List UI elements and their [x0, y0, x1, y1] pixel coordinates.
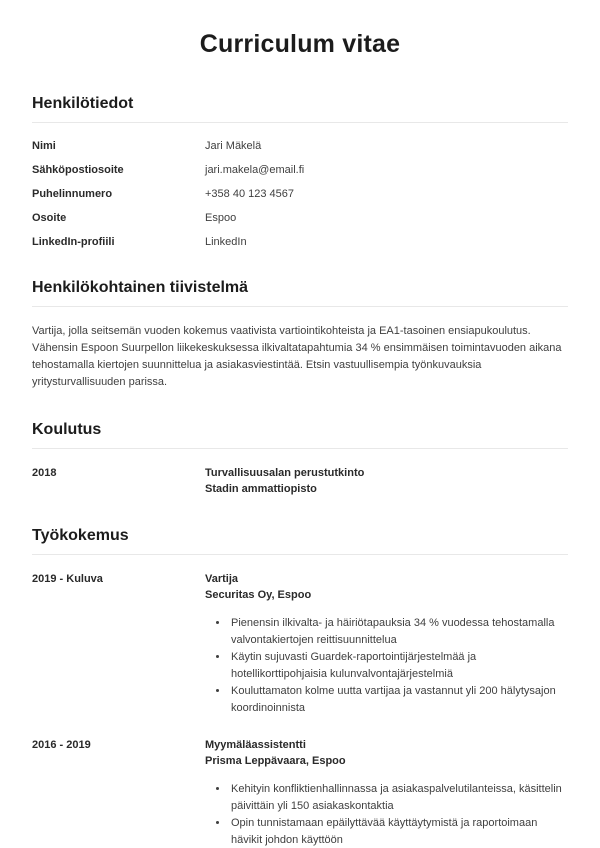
info-row-email	[32, 163, 568, 177]
education-entry	[32, 465, 568, 497]
section-personal-info	[32, 95, 568, 249]
info-label: Puhelinnumero	[32, 188, 113, 200]
summary-text: Vartija, jolla seitsemän vuoden kokemus vaativista vartiointikohteista ja EA1-tasoinen ensiapukoulutus. Vähensin Espoon Suurpellon liikekeskuksessa ilkivaltatapahtumia 34 % ensimmäisen toimintavuoden aikana tehostamalla kiertojen suunnittelua ja asiakasviestintää. Etsin vastuullisempia työnkuvauksia yritysturvallisuuden parissa.	[32, 325, 562, 388]
experience-entry-2	[32, 737, 568, 848]
job-company: Prisma Leppävaara, Espoo	[205, 755, 346, 767]
section-experience	[32, 527, 568, 848]
info-value: jari.makela@email.fi	[205, 164, 305, 176]
info-label: Osoite	[32, 212, 67, 224]
info-row-address	[32, 211, 568, 225]
job-company: Securitas Oy, Espoo	[205, 589, 312, 601]
page-title: Curriculum vitae	[199, 30, 401, 58]
info-label: Nimi	[32, 140, 56, 152]
info-value: +358 40 123 4567	[205, 188, 295, 200]
info-row-name	[32, 139, 568, 153]
experience-entry-1	[32, 571, 568, 717]
info-row-linkedin	[32, 235, 568, 249]
education-heading: Koulutus	[32, 421, 568, 449]
info-value: LinkedIn	[205, 236, 247, 248]
summary-heading: Henkilökohtainen tiivistelmä	[32, 279, 568, 307]
info-label: LinkedIn-profiili	[32, 236, 115, 248]
achievement-item: • Käytin sujuvasti Guardek-raportointijärjestelmää ja hotellikorttipohjaisia kulunvalvontajärjestelmiä	[229, 649, 568, 683]
education-degree: Turvallisuusalan perustutkinto	[205, 467, 365, 479]
experience-details	[205, 571, 568, 717]
info-label: Sähköpostiosoite	[32, 164, 124, 176]
experience-period: 2019 - Kuluva	[32, 573, 103, 585]
section-education	[32, 421, 568, 497]
experience-period: 2016 - 2019	[32, 739, 91, 751]
achievement-item: • Kouluttamaton kolme uutta vartijaa ja vastannut yli 200 hälytysajon koordinoinnista	[229, 683, 568, 717]
education-period: 2018	[32, 467, 57, 479]
job-title: Vartija	[205, 573, 239, 585]
achievement-list	[205, 615, 568, 717]
education-institution: Stadin ammattiopisto	[205, 483, 317, 495]
job-title: Myymäläassistentti	[205, 739, 306, 751]
info-value: Jari Mäkelä	[205, 140, 262, 152]
education-details	[205, 465, 568, 497]
achievement-item: • Kehityin konfliktienhallinnassa ja asiakaspalvelutilanteissa, käsittelin päivittäin yli 150 asiakaskontaktia	[229, 781, 568, 815]
experience-details	[205, 737, 568, 848]
personal-info-heading: Henkilötiedot	[32, 95, 568, 123]
achievement-item: • Pienensin ilkivalta- ja häiriötapauksia 34 % vuodessa tehostamalla valvontakiertojen reittisuunnittelua	[229, 615, 568, 649]
experience-heading: Työkokemus	[32, 527, 568, 555]
achievement-list	[205, 781, 568, 848]
section-summary	[32, 279, 568, 391]
info-value: Espoo	[205, 212, 237, 224]
info-row-phone	[32, 187, 568, 201]
achievement-item: • Opin tunnistamaan epäilyttävää käyttäytymistä ja raportoimaan hävikit johdon käyttöön	[229, 815, 568, 848]
